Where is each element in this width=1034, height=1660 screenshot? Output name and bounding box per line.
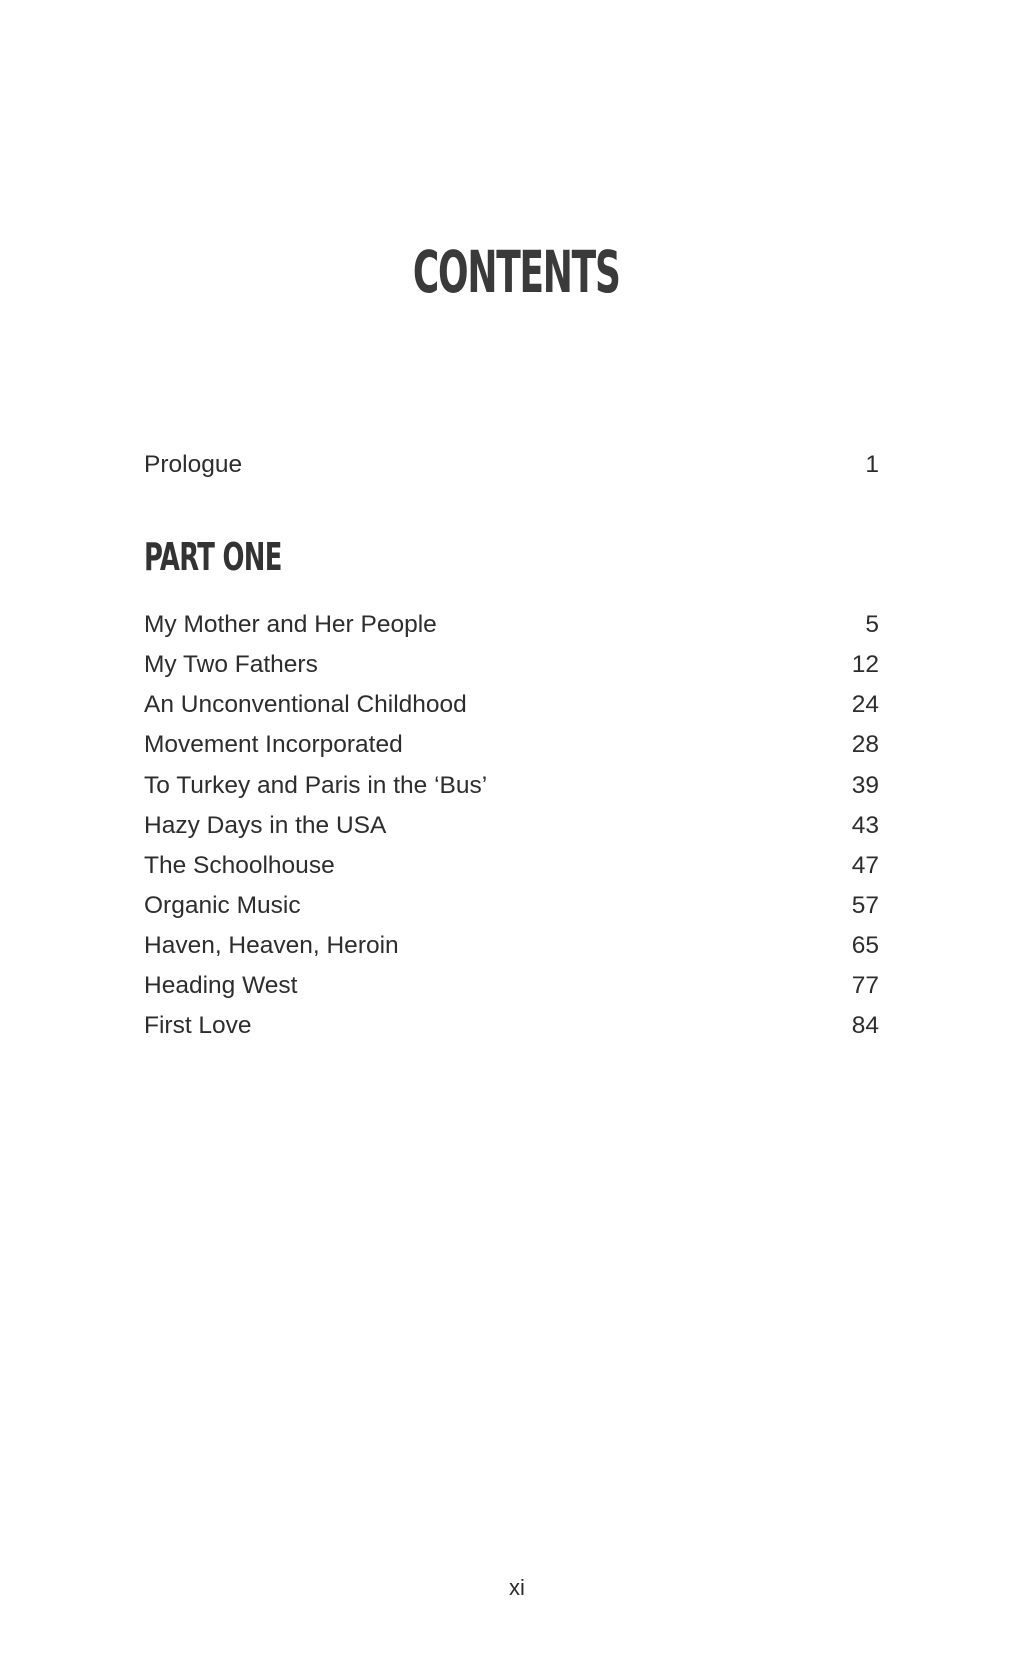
toc-entry-title: Heading West [144, 972, 298, 999]
toc-entry-title: An Unconventional Childhood [144, 691, 467, 718]
page-title: CONTENTS [412, 238, 620, 306]
page-number: xi [509, 1575, 525, 1600]
toc-entry [144, 931, 879, 961]
toc-entry-title: First Love [144, 1012, 252, 1039]
toc-entry-page: 1 [865, 451, 879, 478]
toc-entry-page: 39 [851, 772, 879, 799]
toc-entry [144, 891, 879, 921]
toc-entry-title: Movement Incorporated [144, 731, 403, 758]
toc-entry-title: My Two Fathers [144, 651, 318, 678]
toc-entry [144, 730, 879, 760]
toc-entry-page: 47 [851, 852, 879, 879]
toc-entry-title: The Schoolhouse [144, 852, 335, 879]
toc-entry-title: Prologue [144, 451, 243, 478]
toc-entry [144, 771, 879, 801]
toc-entry-page: 43 [851, 812, 879, 839]
toc-entry-title: Organic Music [144, 892, 301, 919]
toc-entry [144, 971, 879, 1001]
toc-entry [144, 811, 879, 841]
toc-entry-page: 12 [851, 651, 879, 678]
toc-entry-page: 84 [851, 1012, 879, 1039]
toc-entry-page: 57 [851, 892, 879, 919]
toc-entry-page: 65 [851, 932, 879, 959]
toc-entry-prologue [144, 450, 879, 480]
toc-entry [144, 650, 879, 680]
toc-entry [144, 1011, 879, 1041]
toc-entry-page: 5 [865, 611, 879, 638]
toc-entry-title: Hazy Days in the USA [144, 812, 387, 839]
toc-entry [144, 690, 879, 720]
toc-entry-title: To Turkey and Paris in the ‘Bus’ [144, 772, 488, 799]
part-heading: PART ONE [144, 535, 282, 579]
toc-entry-title: My Mother and Her People [144, 611, 437, 638]
toc-entry [144, 610, 879, 640]
toc-entry-title: Haven, Heaven, Heroin [144, 932, 399, 959]
toc-entry-page: 24 [851, 691, 879, 718]
toc-entry-page: 77 [851, 972, 879, 999]
toc-entry-page: 28 [851, 731, 879, 758]
toc-entry [144, 851, 879, 881]
